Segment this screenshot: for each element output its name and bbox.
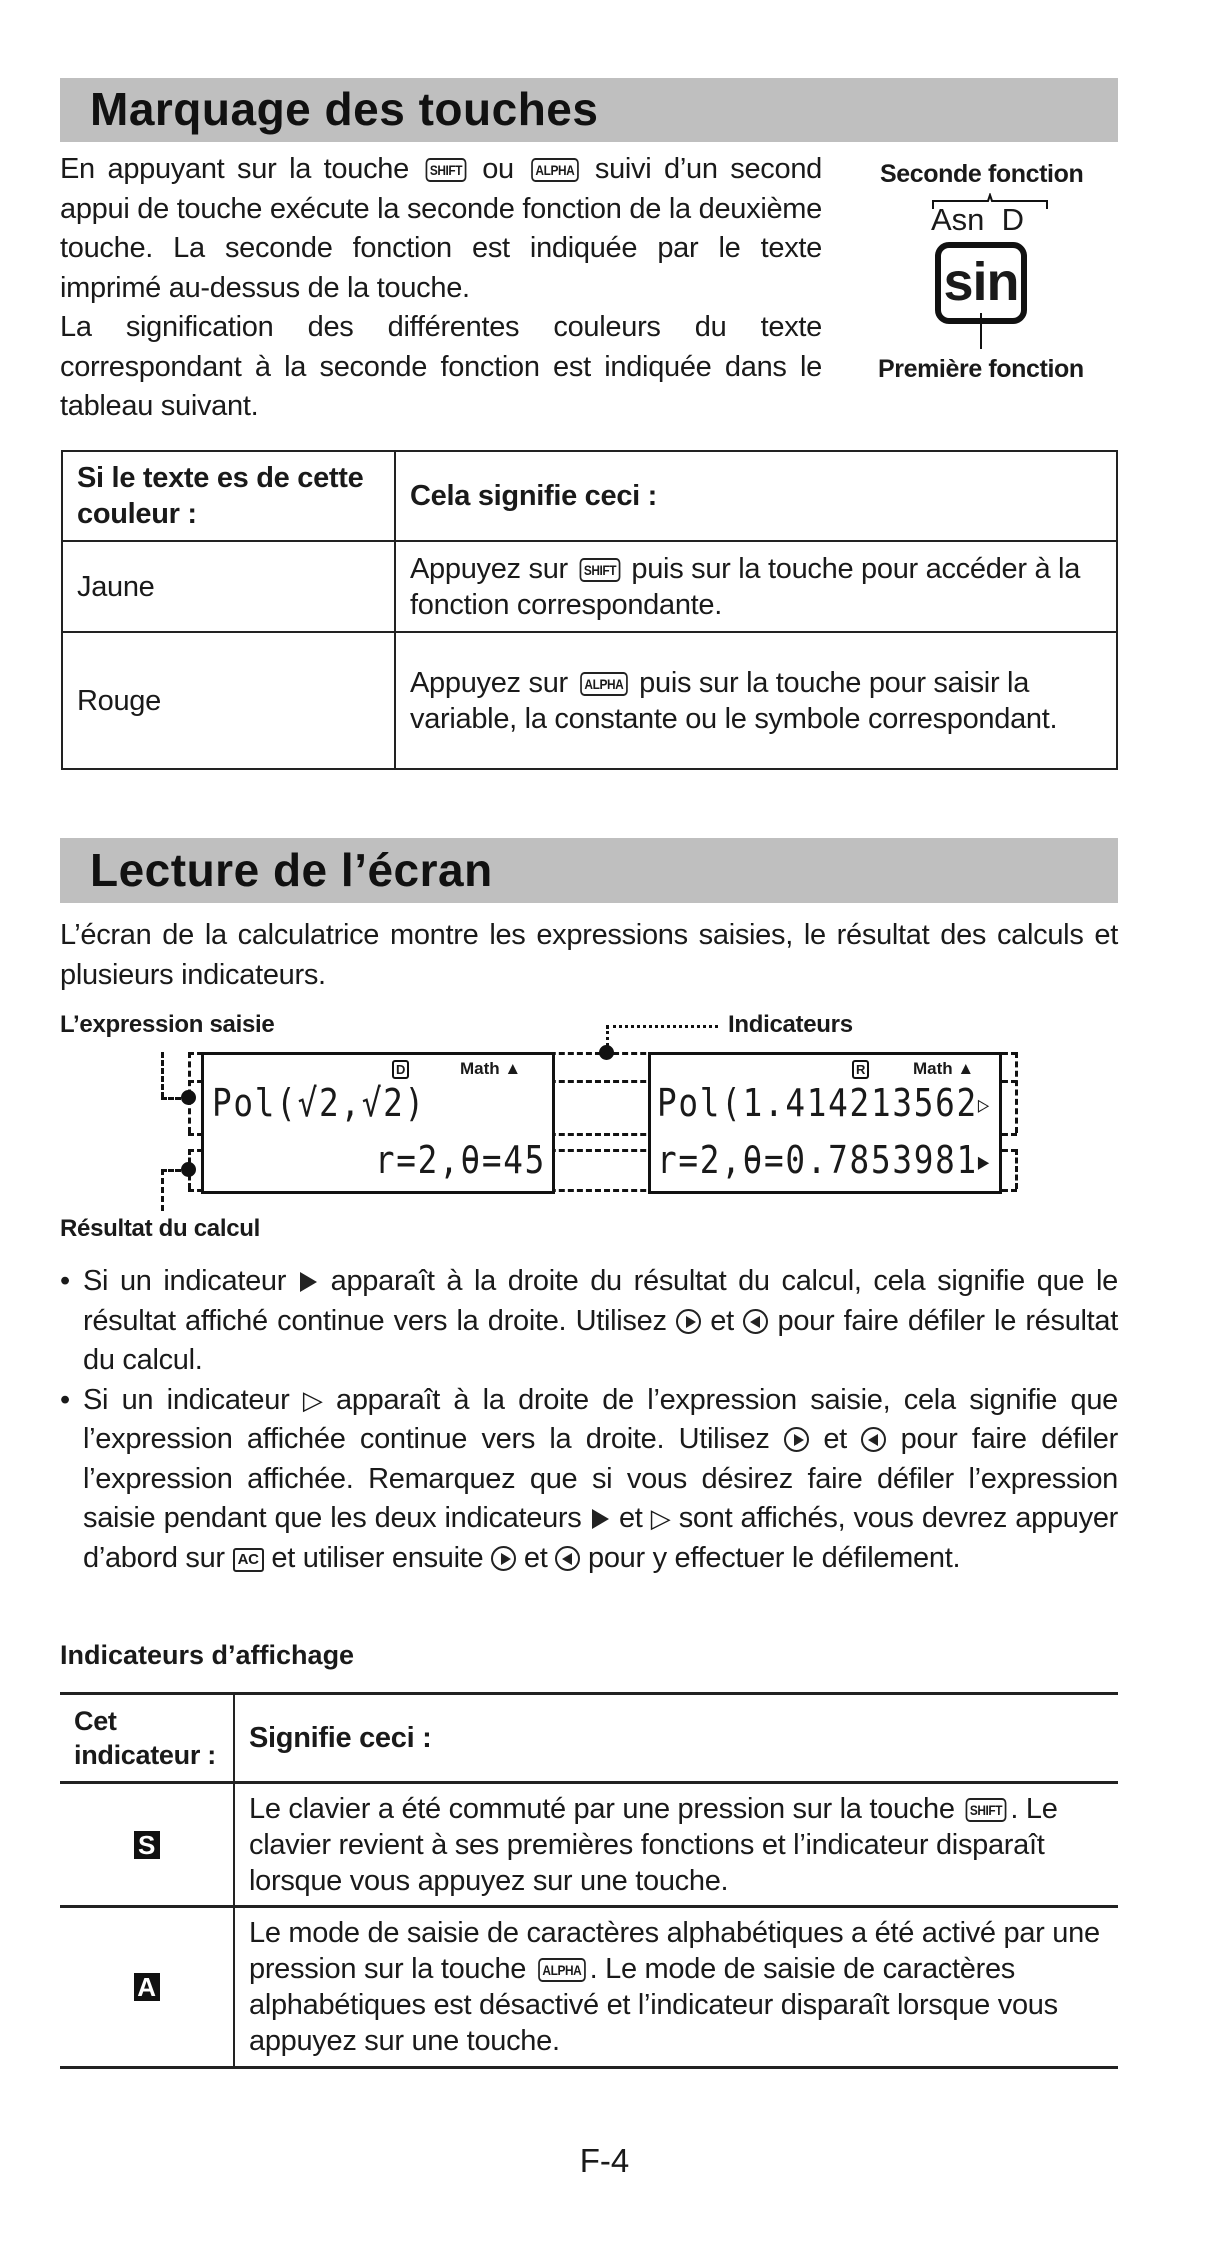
filled-right-triangle-icon	[592, 1509, 609, 1529]
label-expression: L’expression saisie	[60, 1011, 275, 1038]
result-line: r=2,θ=0.7853981▶	[657, 1138, 992, 1182]
open-right-triangle-icon: ▷	[650, 1503, 671, 1533]
header-cell-indicator: Cet indicateur :	[60, 1694, 234, 1783]
right-arrow-key-icon	[676, 1309, 701, 1334]
result-marker-icon	[181, 1162, 196, 1177]
bullet-item: • Si un indicateur apparaît à la droite du résultat du calcul, cela signifie que le résultat affiché continue vers la droite. Utilisez et pour faire défiler le résultat du calcul.	[60, 1262, 1118, 1381]
expression-leader	[161, 1097, 181, 1100]
result-leader	[161, 1169, 164, 1211]
result-leader	[161, 1169, 181, 1172]
table-header-row	[60, 1694, 1118, 1783]
indicators-heading: Indicateurs d’affichage	[60, 1640, 355, 1670]
left-arrow-key-icon	[555, 1546, 580, 1571]
label-result: Résultat du calcul	[60, 1215, 260, 1242]
meaning-cell: Appuyez sur ALPHA puis sur la touche pour saisir la variable, la constante ou le symbole correspondant.	[395, 632, 1117, 769]
expression-leader	[161, 1052, 164, 1098]
shift-indicator-icon: S	[134, 1831, 160, 1859]
second-function-text: Asn D	[931, 202, 1025, 237]
alpha-key-icon: ALPHA	[538, 1958, 585, 1982]
radian-indicator: R	[852, 1059, 869, 1079]
label-indicators: Indicateurs	[728, 1011, 853, 1038]
indicator-bullets	[60, 1262, 1118, 1578]
color-meaning-table	[61, 450, 1118, 770]
header-cell-meaning: Cela signifie ceci :	[395, 451, 1117, 541]
right-arrow-key-icon	[491, 1546, 516, 1571]
calculator-screen-degree	[201, 1052, 555, 1194]
calculator-screen-radian	[648, 1052, 1002, 1194]
display-indicators-table	[60, 1692, 1118, 2069]
alpha-key-icon: ALPHA	[531, 158, 578, 182]
meaning-cell: Le mode de saisie de caractères alphabétiques a été activé par une pression sur la touche ALPHA . Le mode de saisie de caractères alphabétiques est désactivé et l’indicateur disparaît lorsque vous appuyez sur une touche.	[234, 1907, 1118, 2068]
table-row	[60, 1783, 1118, 1907]
header-cell-meaning: Signifie ceci :	[234, 1694, 1118, 1783]
intro-paragraph-keys	[60, 150, 822, 427]
first-function-leader	[980, 313, 982, 349]
paragraph-1: En appuyant sur la touche SHIFT ou ALPHA suivi d’un second appui de touche exécute la seconde fonction de la deuxième touche. La seconde fonction est indiquée par le texte imprimé au-dessus de la touche.	[60, 153, 822, 304]
section-title: Lecture de l’écran	[90, 844, 493, 896]
expression-line: Pol(1.414213562▷	[657, 1081, 992, 1125]
filled-right-triangle-icon	[300, 1272, 317, 1292]
alpha-key-icon: ALPHA	[580, 672, 627, 696]
left-arrow-key-icon	[743, 1309, 768, 1334]
section-header-marquage	[60, 78, 1118, 142]
color-cell: Jaune	[62, 541, 395, 632]
table-row	[62, 541, 1117, 632]
alpha-indicator-icon: A	[134, 1973, 160, 2001]
sin-key-icon: sin	[935, 242, 1027, 324]
key-diagram	[860, 150, 1110, 390]
indicator-cell	[60, 1783, 234, 1907]
color-cell: Rouge	[62, 632, 395, 769]
right-arrow-key-icon	[784, 1427, 809, 1452]
table-row	[62, 632, 1117, 769]
expression-line: Pol(√2,√2)	[212, 1081, 426, 1125]
math-indicator: Math ▲	[460, 1059, 522, 1078]
section-header-lecture	[60, 838, 1118, 903]
shift-key-icon: SHIFT	[579, 558, 620, 582]
shift-key-icon: SHIFT	[966, 1798, 1007, 1822]
result-continues-icon: ▶	[977, 1150, 992, 1175]
math-indicator: Math ▲	[913, 1059, 975, 1078]
paragraph-2: La signification des différentes couleurs du texte correspondant à la seconde fonction est indiquée dans le tableau suivant.	[60, 311, 822, 422]
left-arrow-key-icon	[861, 1427, 886, 1452]
result-line: r=2,θ=45	[374, 1138, 546, 1182]
guide-edge	[1015, 1149, 1018, 1189]
indicator-cell	[60, 1907, 234, 2068]
table-header-row	[62, 451, 1117, 541]
meaning-cell: Appuyez sur SHIFT puis sur la touche pour accéder à la fonction correspondante.	[395, 541, 1117, 632]
guide-edge	[1015, 1052, 1018, 1133]
indicators-leader	[606, 1025, 718, 1028]
expression-continues-icon: ▷	[977, 1093, 992, 1118]
header-cell-color: Si le texte es de cette couleur :	[62, 451, 395, 541]
open-right-triangle-icon: ▷	[302, 1384, 323, 1415]
degree-indicator: D	[392, 1059, 409, 1079]
meaning-cell: Le clavier a été commuté par une pression sur la touche SHIFT . Le clavier revient à ses premières fonctions et l’indicateur disparaît lorsque vous appuyez sur une touche.	[234, 1783, 1118, 1907]
page-number: F-4	[579, 2142, 630, 2179]
section-title: Marquage des touches	[90, 83, 599, 135]
expression-marker-icon	[181, 1090, 196, 1105]
intro-paragraph-screen: L’écran de la calculatrice montre les expressions saisies, le résultat des calculs et plusieurs indicateurs.	[60, 919, 1118, 991]
shift-key-icon: SHIFT	[425, 158, 466, 182]
second-function-label: Seconde fonction	[880, 160, 1084, 188]
bullet-item: • Si un indicateur ▷ apparaît à la droite de l’expression saisie, cela signifie que l’expression affichée continue vers la droite. Utilisez et pour faire défiler l’expression affichée. Remarquez que si vous désirez faire défiler l’expression saisie pendant que les deux indicateurs et ▷ sont affichés, vous devrez appuyer d’abord sur AC et utiliser ensuite et pour y effectuer le défilement.	[60, 1381, 1118, 1579]
ac-key-icon: AC	[233, 1548, 264, 1572]
table-row	[60, 1907, 1118, 2068]
first-function-label: Première fonction	[878, 355, 1084, 383]
